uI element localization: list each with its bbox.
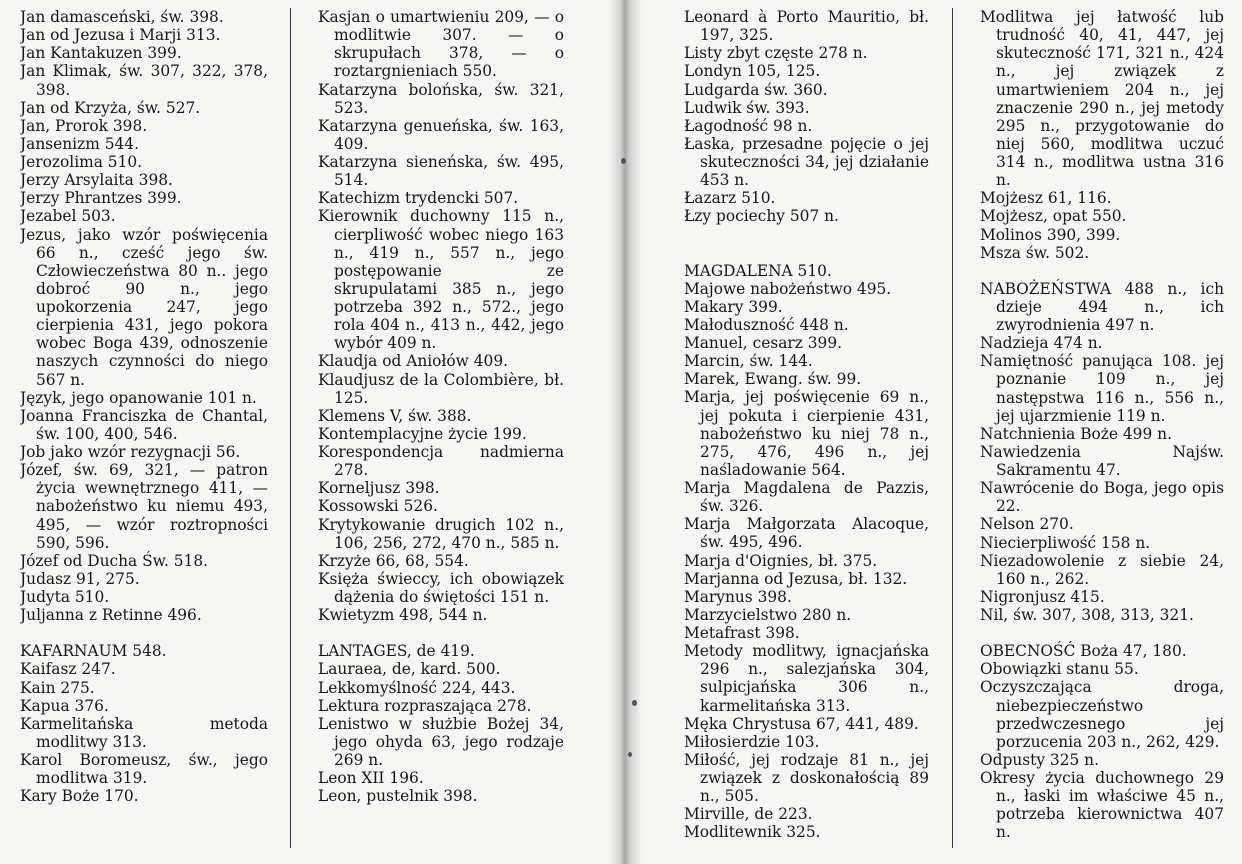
index-entry: Ludgarda św. 360.	[684, 80, 828, 99]
index-entry: Nelson 270.	[980, 515, 1074, 534]
index-entry: OBECNOŚĆ Boża 47, 180.	[980, 642, 1187, 661]
index-entry: Kaifasz 247.	[20, 660, 116, 679]
index-entry: Księża świeccy, ich obowiązek dążenia do świętości 151 n.	[318, 569, 564, 606]
index-entry: Nadzieja 474 n.	[980, 334, 1103, 353]
index-entry: Mojżesz, opat 550.	[980, 207, 1127, 226]
index-entry: Jan od Jezusa i Marji 313.	[20, 26, 221, 45]
index-entry: Kossowski 526.	[318, 497, 438, 516]
index-entry: Nigronjusz 415.	[980, 587, 1105, 606]
index-entry: Jan od Krzyża, św. 527.	[20, 98, 201, 117]
index-entry: Jerzy Phrantzes 399.	[20, 189, 182, 208]
index-entry: Kierownik duchowny 115 n., cierpliwość wobec niego 163 n., 419 n., 557 n., jego postępowanie ze skrupulatami 385 n., jego potrzeba 392 n., 572., jego rola 404 n., 413 n., 442, jego wybór 409 n.	[318, 207, 564, 353]
index-entry: Listy zbyt częste 278 n.	[684, 44, 868, 63]
paper-speck	[628, 752, 632, 757]
index-entry: Małoduszność 448 n.	[684, 315, 849, 334]
index-entry: Katechizm trydencki 507.	[318, 189, 519, 208]
index-entry: Krzyże 66, 68, 554.	[318, 551, 469, 570]
index-entry: Kontemplacyjne życie 199.	[318, 424, 527, 443]
index-entry: Józef od Ducha Św. 518.	[20, 551, 209, 570]
index-entry: Modlitwa jej łatwość lub trudność 40, 41, 447, jej skuteczność 171, 321 n., 424 n., jej związek z umartwieniem 204 n., jej znaczenie 290 n., jej metody 295 n., przygotowanie do niej 560, modlitwa uczuć 314 n., modlitwa ustna 316 n.	[980, 8, 1224, 190]
section-gap	[20, 624, 268, 642]
index-entry: Judyta 510.	[20, 588, 110, 606]
index-entry: Łazarz 510.	[684, 189, 776, 208]
index-entry: Marzycielstwo 280 n.	[684, 605, 852, 624]
index-entry: Miłość, jej rodzaje 81 n., jej związek z doskonałością 89 n., 505.	[684, 750, 929, 806]
index-entry: Nil, św. 307, 308, 313, 321.	[980, 606, 1194, 624]
index-entry: Jan Klimak, św. 307, 322, 378, 398.	[20, 62, 268, 99]
index-entry: Leon, pustelnik 398.	[318, 787, 478, 806]
index-entry: Namiętność panująca 108. jej poznanie 109 n., jej następstwa 116 n., 556 n., jej ujarzmienie 119 n.	[980, 352, 1224, 425]
book-gutter	[608, 0, 642, 864]
index-entry: Krytykowanie drugich 102 n., 106, 256, 272, 470 n., 585 n.	[318, 515, 564, 552]
index-entry: Natchnienia Boże 499 n.	[980, 424, 1172, 443]
index-entry: Miłosierdzie 103.	[684, 732, 820, 751]
index-entry: Klaudjusz de la Colombière, bł. 125.	[318, 370, 564, 407]
index-entry: Marynus 398.	[684, 587, 792, 606]
column-rule-left-page	[290, 8, 291, 848]
index-entry: Katarzyna genueńska, św. 163, 409.	[318, 116, 564, 153]
index-entry: Łaska, przesadne pojęcie o jej skuteczności 34, jej działanie 453 n.	[684, 134, 929, 190]
index-entry: Leon XII 196.	[318, 769, 424, 788]
index-entry: Niecierpliwość 158 n.	[980, 533, 1151, 552]
index-entry: Metody modlitwy, ignacjańska 296 n., salezjańska 304, sulpicjańska 306 n., karmelitańska 313.	[684, 642, 929, 715]
index-entry: Kasjan o umartwieniu 209, — o modlitwie 307. — o skrupułach 378, — o roztargnieniach 550.	[318, 8, 564, 81]
index-entry: Msza św. 502.	[980, 243, 1090, 262]
index-entry: Lekkomyślność 224, 443.	[318, 678, 516, 697]
section-gap	[318, 624, 564, 642]
index-entry: Nawiedzenia Najśw. Sakramentu 47.	[980, 442, 1224, 479]
index-entry: Język, jego opanowanie 101 n.	[20, 388, 257, 407]
index-entry: Lauraea, de, kard. 500.	[318, 660, 501, 679]
section-gap	[684, 244, 929, 262]
index-entry: Karol Boromeusz, św., jego modlitwa 319.	[20, 751, 268, 788]
index-entry: Metafrast 398.	[684, 624, 800, 642]
paper-speck	[632, 700, 637, 706]
index-entry: Nawrócenie do Boga, jego opis 22.	[980, 479, 1224, 516]
index-entry: Kain 275.	[20, 678, 95, 697]
index-entry: Majowe nabożeństwo 495.	[684, 279, 892, 298]
index-column-4	[980, 8, 1224, 858]
index-column-1	[20, 8, 268, 858]
index-entry: Łzy pociechy 507 n.	[684, 207, 839, 226]
index-entry: Obowiązki stanu 55.	[980, 660, 1139, 679]
index-entry: Katarzyna sieneńska, św. 495, 514.	[318, 153, 564, 190]
section-gap	[980, 262, 1224, 280]
index-entry: Jezus, jako wzór poświęcenia 66 n., cześć jego św. Człowieczeństwa 80 n.. jego dobroć 90 n., jego upokorzenia 247, jego cierpienia 431, jego pokora wobec Boga 439, odnoszenie naszych czynności do niego 567 n.	[20, 225, 268, 389]
index-entry: Mojżesz 61, 116.	[980, 189, 1112, 208]
index-entry: Marja Małgorzata Alacoque, św. 495, 496.	[684, 515, 929, 552]
index-entry: Korneljusz 398.	[318, 479, 440, 498]
index-entry: Marek, Ewang. św. 99.	[684, 370, 862, 389]
index-entry: Odpusty 325 n.	[980, 750, 1099, 769]
index-entry: Job jako wzór rezygnacji 56.	[20, 443, 241, 461]
index-entry: Modlitewnik 325.	[684, 823, 821, 842]
index-entry: Jezabel 503.	[20, 207, 116, 226]
index-entry: Marjanna od Jezusa, bł. 132.	[684, 569, 908, 588]
index-entry: Jerzy Arsylaita 398.	[20, 171, 173, 190]
column-rule-right-page	[952, 8, 953, 848]
index-entry: Męka Chrystusa 67, 441, 489.	[684, 714, 919, 733]
index-entry: KAFARNAUM 548.	[20, 642, 167, 661]
index-entry: Jan Kantakuzen 399.	[20, 44, 182, 63]
index-column-3	[684, 8, 929, 858]
index-entry: Jansenizm 544.	[20, 134, 139, 153]
index-entry: Makary 399.	[684, 297, 783, 316]
index-entry: Judasz 91, 275.	[20, 569, 140, 588]
index-entry: Leonard à Porto Mauritio, bł. 197, 325.	[684, 8, 929, 45]
index-entry: Marja Magdalena de Pazzis, św. 326.	[684, 479, 929, 516]
index-entry: Mirville, de 223.	[684, 805, 813, 824]
index-entry: NABOŻEŃSTWA 488 n., ich dzieje 494 n., ich zwyrodnienia 497 n.	[980, 279, 1224, 334]
index-entry: Jan damasceński, św. 398.	[20, 8, 224, 26]
index-entry: Lektura rozpraszająca 278.	[318, 696, 532, 715]
index-entry: Marcin, św. 144.	[684, 352, 813, 371]
index-entry: Marja d'Oignies, bł. 375.	[684, 551, 878, 570]
index-entry: Jerozolima 510.	[20, 153, 143, 171]
index-entry: Józef, św. 69, 321, — patron życia wewnętrznego 411, — nabożeństwo ku niemu 493, 495, — wzór roztropności 590, 596.	[20, 461, 268, 552]
index-entry: Korespondencja nadmierna 278.	[318, 443, 564, 480]
section-gap	[980, 624, 1224, 642]
index-entry: LANTAGES, de 419.	[318, 642, 475, 661]
index-entry: Juljanna z Retinne 496.	[20, 606, 202, 625]
paper-speck	[621, 158, 626, 164]
index-entry: Okresy życia duchownego 29 n., łaski im właściwe 45 n., potrzeba kierownictwa 407 n.	[980, 769, 1224, 842]
index-entry: Klemens V, św. 388.	[318, 406, 472, 425]
index-entry: Katarzyna bolońska, św. 321, 523.	[318, 80, 564, 117]
index-column-2	[318, 8, 564, 858]
index-entry: Niezadowolenie z siebie 24, 160 n., 262.	[980, 551, 1224, 588]
index-entry: Lenistwo w służbie Bożej 34, jego ohyda 63, jego rodzaje 269 n.	[318, 714, 564, 769]
index-entry: Manuel, cesarz 399.	[684, 334, 843, 352]
index-entry: Joanna Franciszka de Chantal, św. 100, 400, 546.	[20, 406, 268, 443]
index-entry: Kwietyzm 498, 544 n.	[318, 606, 488, 625]
index-entry: Jan, Prorok 398.	[20, 116, 148, 135]
index-entry: Ludwik św. 393.	[684, 98, 810, 117]
index-entry: Kapua 376.	[20, 696, 109, 715]
index-entry: Molinos 390, 399.	[980, 225, 1121, 244]
index-entry: Kary Boże 170.	[20, 787, 139, 806]
index-entry: Karmelitańska metoda modlitwy 313.	[20, 714, 268, 751]
section-gap	[684, 226, 929, 244]
index-entry: Oczyszczająca droga, niebezpieczeństwo przedwczesnego jej porzucenia 203 n., 262, 429.	[980, 678, 1224, 751]
index-entry: Łagodność 98 n.	[684, 116, 813, 135]
index-entry: MAGDALENA 510.	[684, 261, 832, 280]
index-entry: Marja, jej poświęcenie 69 n., jej pokuta i cierpienie 431, nabożeństwo ku niej 78 n., 275, 476, 496 n., jej naśladowanie 564.	[684, 388, 929, 479]
index-entry: Londyn 105, 125.	[684, 62, 821, 81]
index-entry: Klaudja od Aniołów 409.	[318, 352, 509, 371]
